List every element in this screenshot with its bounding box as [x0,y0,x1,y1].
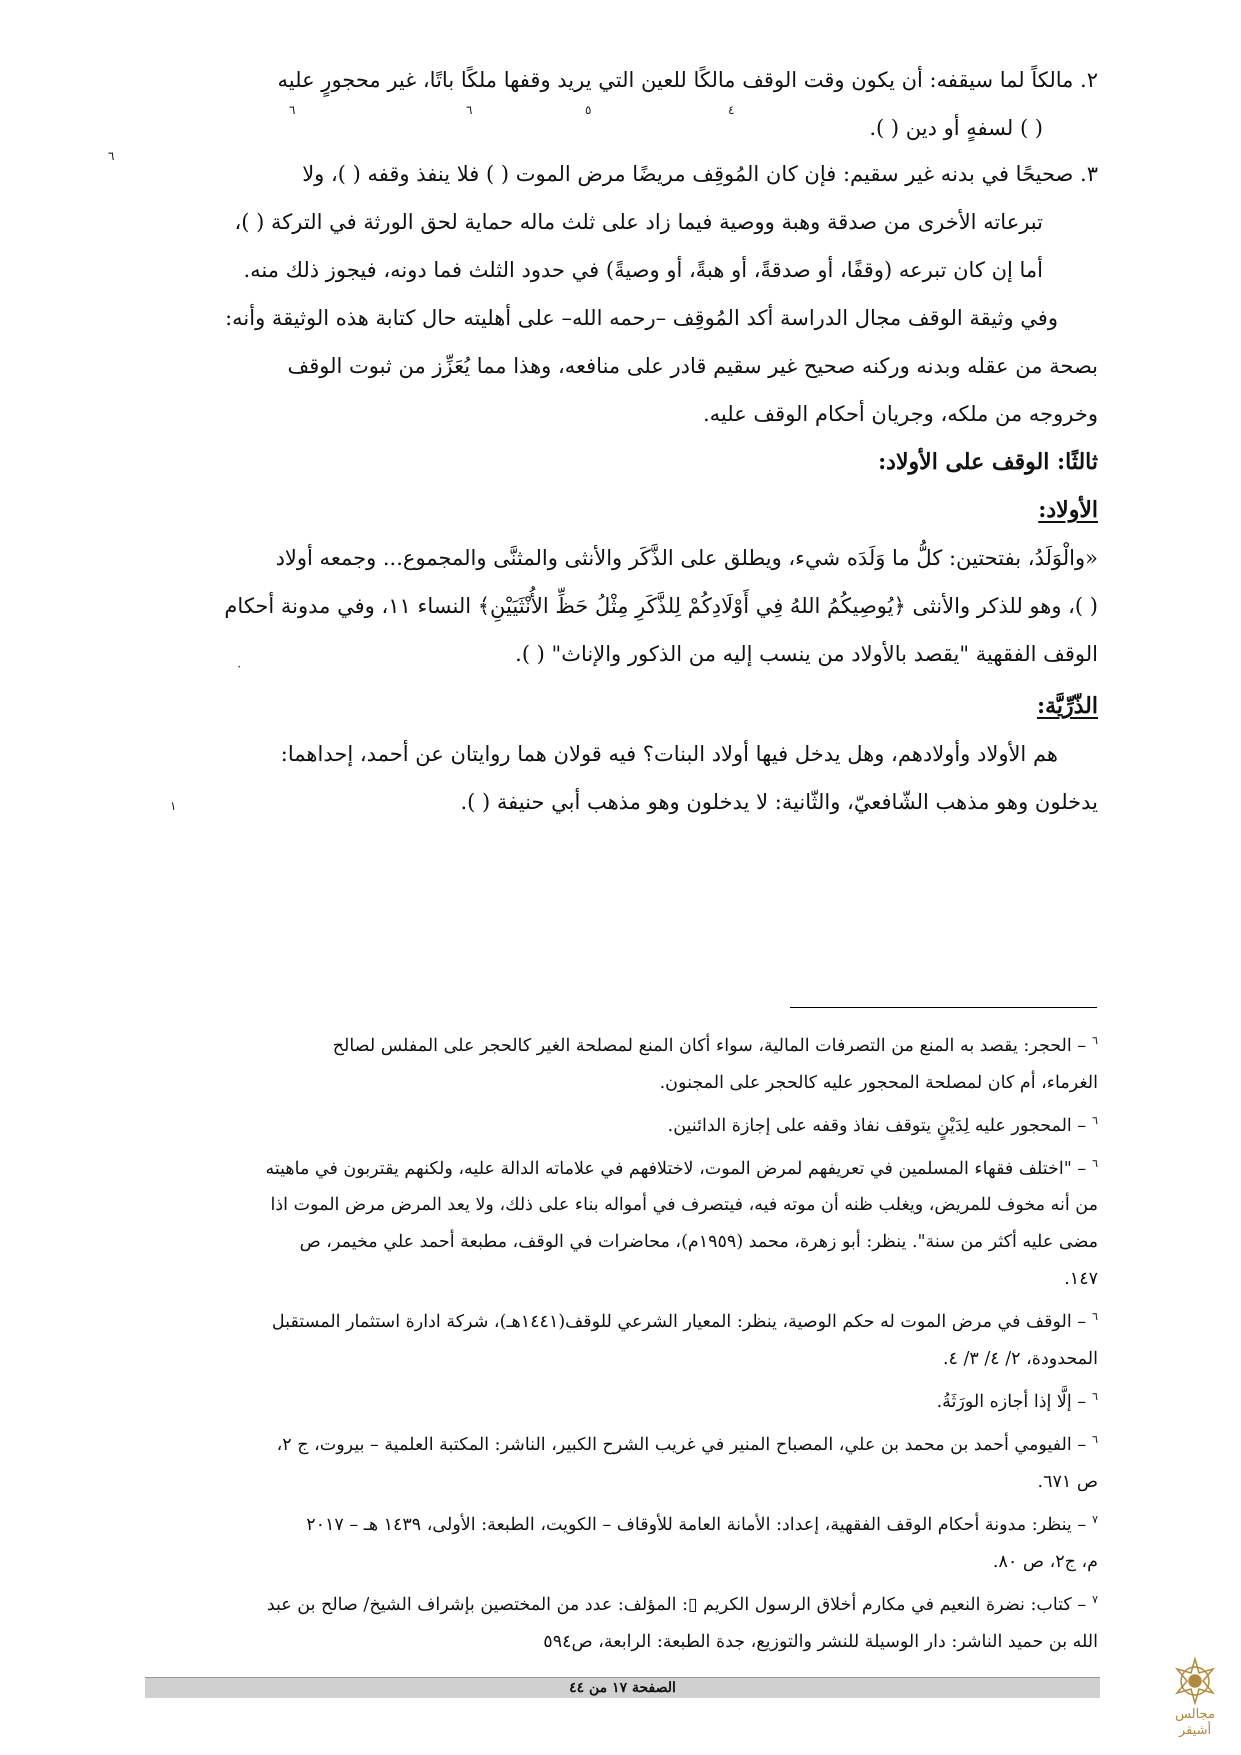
item-2-line-1: ٢. مالكاً لما سيقفه: أن يكون وقت الوقف مالكًا للعين التي يريد وقفها ملكًا باتًا، غير محجورٍ عليه [277,68,1098,92]
footnote-number: ٧ [1092,1512,1098,1526]
footnote-number: ٦ [1092,1390,1098,1404]
footnote-marker: ٦ [108,149,115,163]
section-heading: ثالثًا: الوقف على الأولاد: [878,449,1098,475]
item-3-line-1: ٣. صحيحًا في بدنه غير سقيم: فإن كان المُوقِف مريضًا مرض الموت ( ) فلا ينفذ وقفه ( )، ولا [302,162,1098,186]
footnote-text: – الوقف في مرض الموت له حكم الوصية، ينظر: المعيار الشرعي للوقف(١٤٤١هـ)، شركة ادارة استثمار المستقبل [271,1312,1087,1333]
logo-text: مجالس أشيقر [1175,1707,1215,1738]
footnote-marker: ٠ [236,659,243,673]
site-logo [1160,1655,1230,1750]
footnote-4 [148,1298,1098,1378]
footnote-1 [148,1022,1098,1102]
footnote-text: الله بن حميد الناشر: دار الوسيلة للنشر والتوزيع، جدة الطبعة: الرابعة، ص٥٩٤ [543,1631,1098,1652]
footnote-separator [790,1007,1097,1008]
footnote-2 [148,1102,1098,1145]
footnote-text: مضى عليه أكثر من سنة". ينظر: أبو زهرة، محمد (١٩٥٩م)، محاضرات في الوقف، مطبعة أحمد علي مخيمر، ص [299,1232,1098,1253]
footnote-marker: ٦ [466,103,473,117]
footnote-text: – ينظر: مدونة أحكام الوقف الفقهية، إعداد: الأمانة العامة للأوقاف – الكويت، الطبعة: الأولى، ١٤٣٩ هـ – ٢٠١٧ [306,1514,1087,1535]
item-2-line-2: ( ) لسفهٍ أو دين ( ). [869,116,1043,140]
footnote-text: من أنه مخوف للمريض، ويغلب ظنه أن موته فيه، فيتصرف في أمواله بناء على ذلك، ولا يعد المرض مرض الموت اذا [270,1195,1098,1216]
paragraph-3 [148,730,1098,826]
footnote-6 [148,1421,1098,1501]
subheading-dhurriya: الذّرِّيَّة: [1036,693,1098,719]
footnote-8 [148,1581,1098,1661]
paragraph-3-line-1: هم الأولاد وأولادهم، وهل يدخل فيها أولاد البنات؟ فيه قولان هما روايتان عن أحمد، إحداهما: [280,742,1058,766]
footnote-text: – المحجور عليه لِدَيْنٍ يتوقف نفاذ وقفه على إجازة الدائنين. [667,1115,1087,1136]
footnote-number: ٦ [1092,1156,1098,1170]
paragraph-2-line-2: ( )، وهو للذكر والأنثى ﴿يُوصِيكُمُ اللهُ فِي أَوْلَادِكُمْ لِلذَّكَرِ مِثْلُ حَظِّ الأُنْثَيَيْنِ﴾ النساء ١١، وفي مدونة أحكام [224,594,1098,618]
page-footer: الصفحة ١٧ من ٤٤ [145,1677,1100,1698]
footnote-text: – إلَّا إذا أجازه الورَثَةُ. [936,1392,1087,1413]
item-3 [148,150,1098,294]
footnote-text: – "اختلف فقهاء المسلمين في تعريفهم لمرض الموت، لاختلافهم في علاماته الدالة عليه، ولكنهم يقتربون في ماهيته [265,1158,1087,1179]
footnote-7 [148,1501,1098,1581]
footnote-text: – الحجر: يقصد به المنع من التصرفات المالية، سواء أكان المنع لمصلحة الغير كالحجر على المفلس لصالح [332,1035,1087,1056]
item-3-line-2: تبرعاته الأخرى من صدقة وهبة ووصية فيما زاد على ثلث ماله حماية لحق الورثة في التركة ( )، [234,210,1043,234]
footnote-number: ٦ [1092,1433,1098,1447]
paragraph-1 [148,294,1098,438]
footnote-text: م، ج٢، ص ٨٠. [992,1551,1098,1572]
footnotes [148,1022,1098,1661]
footnote-number: ٦ [1092,1310,1098,1324]
footnote-text: ١٤٧. [1064,1269,1098,1290]
footnote-marker: ١ [170,799,177,813]
paragraph-2-line-3: الوقف الفقهية "يقصد بالأولاد من ينسب إليه من الذكور والإناث" ( ). [515,642,1098,666]
footnote-text: ص ٦٧١. [1037,1471,1098,1492]
paragraph-1-line-2: بصحة من عقله وبدنه وركنه صحيح غير سقيم قادر على منافعه، وهذا مما يُعَزِّز من ثبوت الوقف [287,354,1098,378]
logo-emblem-icon [1169,1655,1221,1707]
paragraph-2-line-1: «والْوَلَدُ، بفتحتين: كلُّ ما وَلَدَه شيء، ويطلق على الذَّكَر والأنثى والمثنَّى والمجموع... وجمعه أولاد [275,546,1098,570]
footnote-number: ٦ [1092,1034,1098,1047]
footnote-text: – كتاب: نضرة النعيم في مكارم أخلاق الرسول الكريم ▯: المؤلف: عدد من المختصين بإشراف الشيخ/ صالح بن عبد [266,1594,1087,1615]
paragraph-1-line-1: وفي وثيقة الوقف مجال الدراسة أكد المُوقِف –رحمه الله– على أهليته حال كتابة هذه الوثيقة وأنه: [225,306,1058,330]
paragraph-2 [148,534,1098,678]
footnote-text: – الفيومي أحمد بن محمد بن علي، المصباح المنير في غريب الشرح الكبير، الناشر: المكتبة العلمية – بيروت، ج ٢، [276,1434,1087,1455]
footnote-marker: ٤ [728,103,735,117]
paragraph-3-line-2: يدخلون وهو مذهب الشّافعيّ، والثّانية: لا يدخلون وهو مذهب أبي حنيفة ( ). [460,790,1098,814]
footnote-text: الغرماء، أم كان لمصلحة المحجور عليه كالحجر على المجنون. [659,1072,1098,1093]
paragraph-1-line-3: وخروجه من ملكه، وجريان أحكام الوقف عليه. [702,402,1098,426]
footnote-5 [148,1378,1098,1421]
footnote-3 [148,1145,1098,1299]
item-3-line-3: أما إن كان تبرعه (وقفًا، أو صدقةً، أو هبةً، أو وصيةً) في حدود الثلث فما دونه، فيجوز ذلك منه. [243,258,1043,282]
footnote-marker: ٥ [585,103,592,117]
subheading-awlad: الأولاد: [1038,497,1098,523]
footnote-text: المحدودة، ٢/ ٤/ ٣/ ٤. [942,1349,1098,1370]
footnote-marker: ٦ [289,103,296,117]
footnote-number: ٦ [1092,1113,1098,1127]
footnote-number: ٧ [1092,1592,1098,1606]
